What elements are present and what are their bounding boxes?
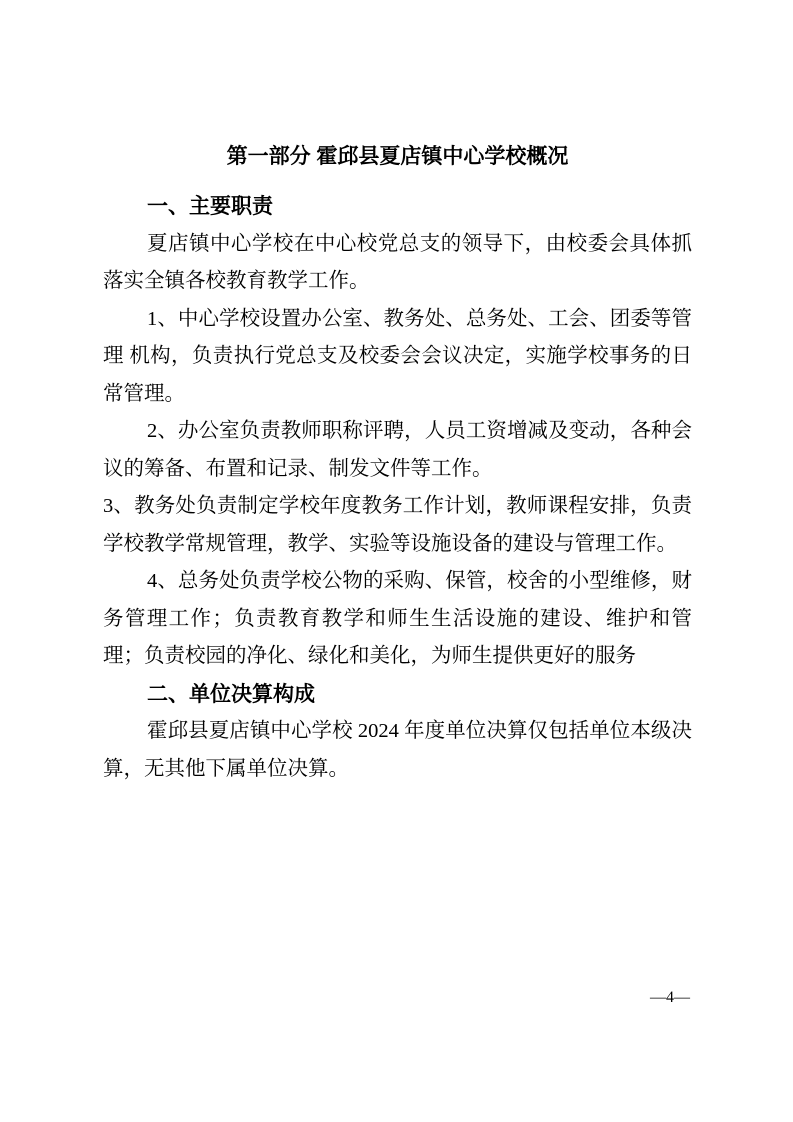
section-1-paragraph-3: 2、办公室负责教师职称评聘，人员工资增减及变动，各种会议的筹备、布置和记录、制发文件等工作。 <box>103 420 692 480</box>
section-1-paragraph-5: 4、总务处负责学校公物的采购、保管，校舍的小型维修，财务管理工作；负责教育教学和师生生活设施的建设、维护和管理；负责校园的净化、绿化和美化，为师生提供更好的服务 <box>103 570 692 667</box>
section-1-paragraph-2: 1、中心学校设置办公室、教务处、总务处、工会、团委等管理 机构，负责执行党总支及校委会会议决定，实施学校事务的日常管理。 <box>103 307 692 405</box>
section-1-heading: 一、主要职责 <box>147 195 273 218</box>
section-2-paragraph-1: 霍邱县夏店镇中心学校 2024 年度单位决算仅包括单位本级决算，无其他下属单位决算。 <box>103 720 692 780</box>
section-1-paragraph-1: 夏店镇中心学校在中心校党总支的领导下，由校委会具体抓落实全镇各校教育教学工作。 <box>103 232 692 292</box>
page-title: 第一部分 霍邱县夏店镇中心学校概况 <box>226 145 569 168</box>
page-number: —4— <box>650 989 690 1006</box>
section-1-paragraph-4: 3、教务处负责制定学校年度教务工作计划，教师课程安排，负责学校教学常规管理，教学、实验等设施设备的建设与管理工作。 <box>103 495 692 555</box>
section-2-heading: 二、单位决算构成 <box>147 682 315 706</box>
